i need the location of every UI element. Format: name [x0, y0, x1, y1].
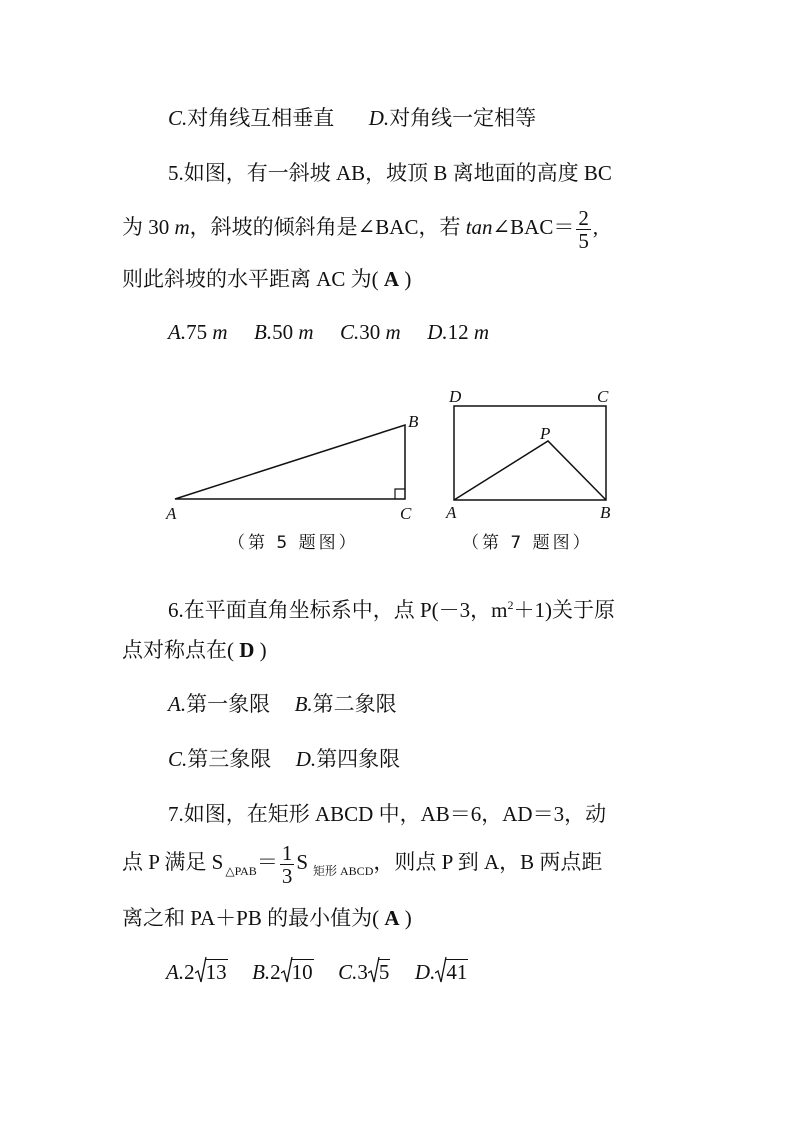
q5-option-unit: m [385, 320, 401, 344]
q5-option-unit: m [298, 320, 314, 344]
q5-option-value: 30 [359, 320, 386, 344]
q6-line-1 [168, 596, 615, 627]
q5-tan: tan [465, 215, 493, 239]
q7-options [166, 958, 468, 986]
q6-line-2 [122, 636, 267, 664]
q5-line-1: 5.如图，有一斜坡 AB，坡顶 B 离地面的高度 BC [168, 161, 612, 185]
q5-option-letter: C. [340, 320, 360, 344]
q7-answer: A [384, 906, 400, 930]
vertex-c-label: C [597, 387, 609, 406]
q7-text: ，则点 P 到 A，B 两点距 [373, 850, 603, 874]
q4-option-c-text: 对角线互相垂直 [187, 106, 335, 130]
q5-options [168, 318, 489, 346]
q7-line-2 [122, 840, 603, 888]
q7-line-3 [122, 904, 412, 932]
q7-option-letter: A. [166, 960, 185, 984]
q6-option-text: 第三象限 [187, 747, 272, 771]
vertex-b-label: B [600, 503, 611, 522]
q6-text: 点对称点在( [122, 638, 234, 662]
q7-text: 离之和 PA＋PB 的最小值为( [122, 906, 380, 930]
q7-option-radicand: 10 [291, 960, 313, 984]
q5-line-2 [122, 205, 599, 253]
q6-option-letter: C. [168, 747, 188, 771]
q7-option-letter: D. [414, 960, 436, 984]
sqrt-symbol [195, 958, 228, 986]
right-angle-mark [395, 489, 405, 499]
q5-text: ，斜坡的倾斜角是∠BAC，若 [189, 215, 466, 239]
q6-options-ab [168, 690, 397, 718]
vertex-b-label: B [408, 412, 419, 431]
q6-option-text: 第二象限 [312, 692, 397, 716]
q5-unit: m [174, 215, 190, 239]
q5-fraction [576, 207, 591, 252]
sqrt-symbol [368, 958, 391, 986]
q6-option-text: 第一象限 [186, 692, 271, 716]
q6-text: ＋1)关于原 [513, 598, 616, 622]
sqrt-symbol [435, 958, 468, 986]
q5-option-letter: D. [427, 320, 448, 344]
q5-option-letter: B. [254, 320, 273, 344]
q6-superscript: 2 [507, 598, 514, 612]
q7-text: ＝ [256, 850, 278, 874]
q5-text: 为 30 [122, 215, 175, 239]
q6-option-letter: B. [294, 692, 313, 716]
vertex-a-label: A [166, 504, 177, 523]
q5-text: 则此斜坡的水平距离 AC 为( [122, 267, 379, 291]
q5-fraction-numerator: 2 [578, 205, 589, 230]
q6-text: 6.在平面直角坐标系中，点 P(－3，m [168, 598, 508, 622]
q7-fraction [280, 842, 295, 887]
q5-option-unit: m [212, 320, 228, 344]
q4-option-d-text: 对角线一定相等 [389, 106, 537, 130]
q7-option-radicand: 41 [446, 960, 468, 984]
q7-option-radicand: 5 [378, 960, 390, 984]
q5-text: , [592, 215, 599, 239]
q5-text: ) [404, 267, 412, 291]
sqrt-symbol [281, 958, 314, 986]
q6-options-cd [168, 745, 400, 773]
path-apb [454, 441, 606, 500]
q7-option-coef: 2 [184, 960, 195, 984]
q4-option-d-letter: D. [368, 106, 390, 130]
point-p-label: P [540, 424, 551, 443]
q6-answer: D [239, 638, 255, 662]
q7-text: S [296, 850, 309, 874]
q7-line-1: 7.如图，在矩形 ABCD 中，AB＝6，AD＝3，动 [168, 802, 607, 826]
q7-fraction-denominator: 3 [281, 863, 293, 888]
figure-7-caption: （第 7 题图） [462, 533, 593, 553]
q7-option-radicand: 13 [205, 960, 227, 984]
q7-subscript: 矩形 ABCD [310, 864, 374, 878]
q5-option-letter: A. [168, 320, 187, 344]
q7-option-letter: C. [338, 960, 358, 984]
vertex-d-label: D [449, 387, 462, 406]
q6-option-text: 第四象限 [316, 747, 401, 771]
q7-text: ) [404, 906, 412, 930]
figure-5-caption: （第 5 题图） [228, 533, 359, 553]
q6-text: ) [259, 638, 267, 662]
q7-text: 点 P 满足 S [122, 850, 224, 874]
q5-text: ∠BAC＝ [492, 215, 575, 239]
q6-option-letter: D. [295, 747, 317, 771]
q5-option-value: 12 [447, 320, 474, 344]
q5-option-value: 75 [186, 320, 213, 344]
q7-option-coef: 2 [270, 960, 281, 984]
vertex-a-label: A [446, 503, 457, 522]
q4-options-cd [168, 104, 536, 132]
q7-option-letter: B. [252, 960, 271, 984]
q7-subscript: △PAB [225, 864, 257, 878]
q5-option-unit: m [473, 320, 490, 344]
q5-answer: A [383, 267, 400, 291]
q5-option-value: 50 [272, 320, 299, 344]
q4-option-c-letter: C. [168, 106, 188, 130]
q5-line-3 [122, 265, 411, 293]
triangle-abc [175, 425, 405, 499]
q7-option-coef: 3 [357, 960, 368, 984]
q5-fraction-denominator: 5 [578, 228, 589, 253]
q6-option-letter: A. [168, 692, 187, 716]
vertex-c-label: C [400, 504, 412, 523]
figure-7-rectangle [440, 385, 620, 525]
figure-5-slope-triangle [160, 405, 430, 530]
q7-fraction-numerator: 1 [281, 840, 293, 865]
